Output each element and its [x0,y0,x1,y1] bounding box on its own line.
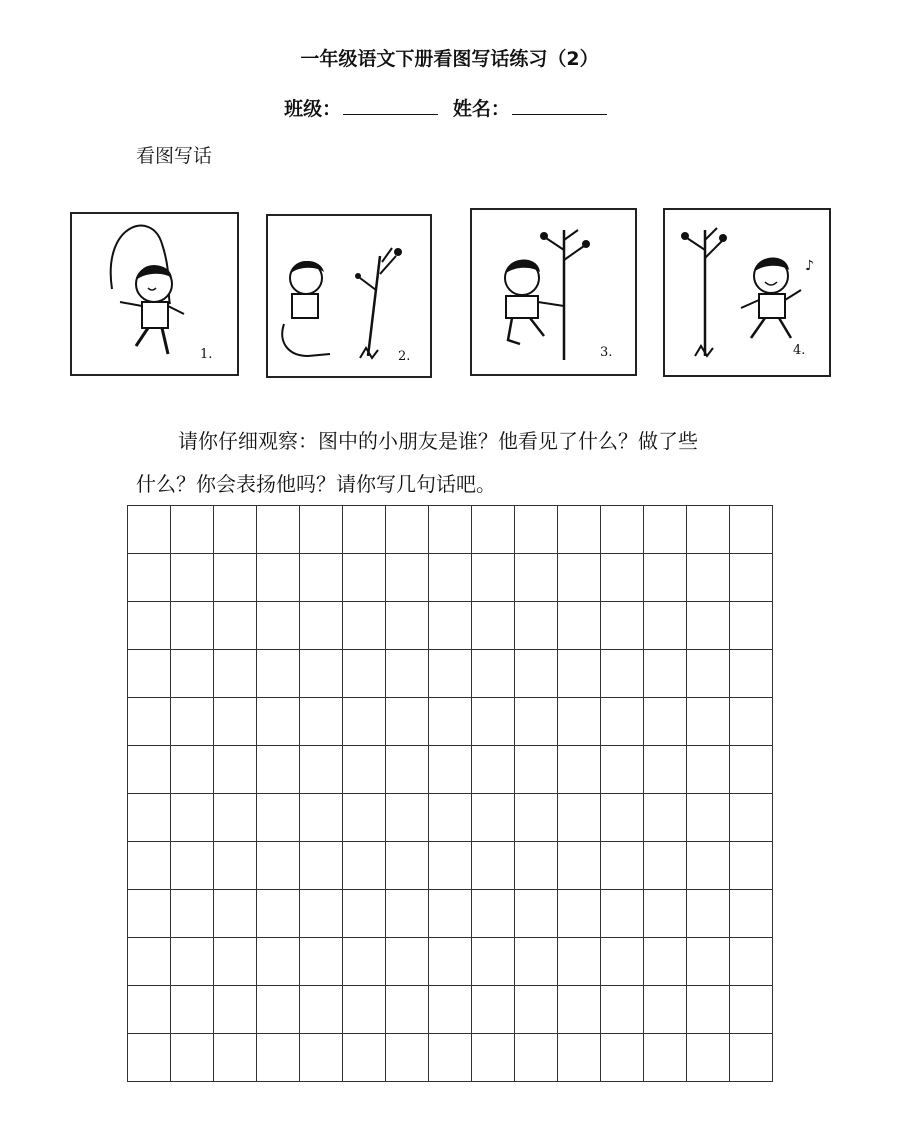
grid-cell[interactable] [429,1034,472,1082]
grid-cell[interactable] [343,890,386,938]
grid-cell[interactable] [472,554,515,602]
grid-cell[interactable] [386,794,429,842]
grid-cell[interactable] [343,938,386,986]
grid-cell[interactable] [687,554,730,602]
grid-cell[interactable] [257,794,300,842]
grid-cell[interactable] [558,1034,601,1082]
grid-cell[interactable] [128,554,171,602]
grid-cell[interactable] [300,602,343,650]
grid-cell[interactable] [644,746,687,794]
picture-panel-4 [663,208,831,377]
grid-cell[interactable] [687,986,730,1034]
grid-cell[interactable] [687,938,730,986]
grid-cell[interactable] [730,938,773,986]
grid-cell[interactable] [214,602,257,650]
grid-cell[interactable] [257,698,300,746]
grid-cell[interactable] [429,938,472,986]
grid-cell[interactable] [300,506,343,554]
name-blank[interactable] [512,98,607,115]
grid-cell[interactable] [128,602,171,650]
grid-row [128,1034,773,1082]
grid-cell[interactable] [128,986,171,1034]
grid-cell[interactable] [214,890,257,938]
grid-cell[interactable] [257,650,300,698]
grid-cell[interactable] [472,938,515,986]
panel-number: 2. [398,349,411,364]
grid-cell[interactable] [730,794,773,842]
grid-cell[interactable] [472,602,515,650]
grid-cell[interactable] [171,890,214,938]
grid-cell[interactable] [558,794,601,842]
grid-row [128,602,773,650]
grid-cell[interactable] [429,554,472,602]
grid-cell[interactable] [128,698,171,746]
grid-cell[interactable] [171,938,214,986]
picture-panel-1 [70,212,239,376]
grid-cell[interactable] [300,650,343,698]
worksheet-title: 一年级语文下册看图写话练习（2） [300,48,599,70]
grid-row [128,746,773,794]
grid-cell[interactable] [429,602,472,650]
grid-cell[interactable] [515,554,558,602]
grid-cell[interactable] [730,986,773,1034]
grid-cell[interactable] [730,842,773,890]
grid-cell[interactable] [171,986,214,1034]
class-label: 班级： [284,98,342,120]
grid-cell[interactable] [429,794,472,842]
grid-cell[interactable] [601,554,644,602]
grid-cell[interactable] [558,650,601,698]
picture-panel-2 [266,214,432,378]
grid-cell[interactable] [644,698,687,746]
grid-cell[interactable] [343,1034,386,1082]
grid-cell[interactable] [472,986,515,1034]
grid-cell[interactable] [558,506,601,554]
grid-cell[interactable] [128,794,171,842]
grid-cell[interactable] [472,890,515,938]
grid-cell[interactable] [171,602,214,650]
grid-cell[interactable] [300,842,343,890]
grid-cell[interactable] [300,698,343,746]
grid-cell[interactable] [343,602,386,650]
grid-cell[interactable] [429,746,472,794]
jump-rope-illustration [72,214,237,374]
grid-cell[interactable] [214,938,257,986]
grid-cell[interactable] [386,746,429,794]
grid-cell[interactable] [171,794,214,842]
grid-cell[interactable] [730,506,773,554]
grid-cell[interactable] [644,506,687,554]
grid-cell[interactable] [601,938,644,986]
grid-cell[interactable] [472,650,515,698]
grid-cell[interactable] [687,746,730,794]
grid-cell[interactable] [558,602,601,650]
grid-cell[interactable] [128,938,171,986]
grid-cell[interactable] [300,890,343,938]
grid-cell[interactable] [386,506,429,554]
grid-cell[interactable] [687,698,730,746]
grid-row [128,938,773,986]
grid-cell[interactable] [214,1034,257,1082]
grid-cell[interactable] [257,506,300,554]
grid-cell[interactable] [687,794,730,842]
grid-cell[interactable] [515,650,558,698]
grid-cell[interactable] [601,650,644,698]
grid-row [128,698,773,746]
grid-cell[interactable] [515,938,558,986]
grid-cell[interactable] [128,746,171,794]
grid-cell[interactable] [128,890,171,938]
grid-cell[interactable] [386,554,429,602]
grid-cell[interactable] [300,1034,343,1082]
grid-cell[interactable] [386,938,429,986]
grid-cell[interactable] [300,554,343,602]
grid-cell[interactable] [429,842,472,890]
grid-cell[interactable] [171,1034,214,1082]
grid-cell[interactable] [128,842,171,890]
grid-cell[interactable] [601,842,644,890]
grid-cell[interactable] [300,794,343,842]
broken-sapling-illustration [268,216,430,376]
grid-cell[interactable] [257,938,300,986]
grid-cell[interactable] [214,842,257,890]
grid-cell[interactable] [601,746,644,794]
grid-cell[interactable] [171,842,214,890]
panel-number: 3. [600,345,613,360]
grid-cell[interactable] [601,698,644,746]
grid-cell[interactable] [472,506,515,554]
grid-cell[interactable] [257,842,300,890]
grid-row [128,842,773,890]
grid-cell[interactable] [257,746,300,794]
grid-cell[interactable] [128,1034,171,1082]
grid-cell[interactable] [644,890,687,938]
grid-cell[interactable] [343,986,386,1034]
grid-cell[interactable] [687,1034,730,1082]
grid-cell[interactable] [515,698,558,746]
grid-cell[interactable] [644,1034,687,1082]
grid-cell[interactable] [343,842,386,890]
grid-cell[interactable] [128,650,171,698]
grid-cell[interactable] [515,746,558,794]
grid-cell[interactable] [558,890,601,938]
grid-row [128,986,773,1034]
grid-cell[interactable] [687,650,730,698]
grid-cell[interactable] [300,746,343,794]
grid-cell[interactable] [730,698,773,746]
grid-cell[interactable] [343,506,386,554]
grid-cell[interactable] [386,650,429,698]
student-info [0,94,899,121]
name-label: 姓名： [452,98,510,120]
grid-cell[interactable] [171,506,214,554]
class-blank[interactable] [343,98,438,115]
grid-cell[interactable] [472,794,515,842]
leave-happily-illustration [665,210,829,375]
grid-cell[interactable] [730,602,773,650]
grid-cell[interactable] [644,554,687,602]
grid-cell[interactable] [558,554,601,602]
grid-cell[interactable] [128,506,171,554]
grid-cell[interactable] [343,794,386,842]
panel-number: 4. [793,343,806,358]
grid-cell[interactable] [429,506,472,554]
grid-cell[interactable] [558,842,601,890]
grid-cell[interactable] [214,746,257,794]
grid-cell[interactable] [515,842,558,890]
grid-cell[interactable] [644,794,687,842]
picture-panel-3 [470,208,637,376]
grid-cell[interactable] [386,1034,429,1082]
grid-cell[interactable] [730,890,773,938]
grid-cell[interactable] [472,746,515,794]
grid-cell[interactable] [214,554,257,602]
grid-cell[interactable] [171,746,214,794]
grid-cell[interactable] [386,890,429,938]
grid-cell[interactable] [472,842,515,890]
grid-cell[interactable] [644,986,687,1034]
grid-cell[interactable] [300,938,343,986]
grid-cell[interactable] [558,938,601,986]
grid-cell[interactable] [214,650,257,698]
grid-cell[interactable] [687,506,730,554]
grid-cell[interactable] [257,986,300,1034]
grid-cell[interactable] [214,794,257,842]
grid-cell[interactable] [386,842,429,890]
grid-cell[interactable] [515,602,558,650]
grid-cell[interactable] [515,986,558,1034]
grid-cell[interactable] [730,554,773,602]
grid-cell[interactable] [601,890,644,938]
grid-cell[interactable] [601,794,644,842]
grid-row [128,794,773,842]
grid-cell[interactable] [515,794,558,842]
grid-cell[interactable] [687,890,730,938]
grid-cell[interactable] [386,698,429,746]
grid-cell[interactable] [601,506,644,554]
grid-cell[interactable] [730,1034,773,1082]
panel-number: 1. [200,347,213,362]
grid-cell[interactable] [429,698,472,746]
grid-cell[interactable] [257,890,300,938]
grid-cell[interactable] [644,650,687,698]
grid-cell[interactable] [558,698,601,746]
grid-cell[interactable] [472,698,515,746]
grid-cell[interactable] [257,554,300,602]
grid-cell[interactable] [343,554,386,602]
grid-cell[interactable] [730,746,773,794]
grid-cell[interactable] [558,746,601,794]
grid-cell[interactable] [386,986,429,1034]
grid-cell[interactable] [687,602,730,650]
grid-cell[interactable] [429,890,472,938]
grid-cell[interactable] [644,602,687,650]
grid-cell[interactable] [214,506,257,554]
grid-cell[interactable] [343,650,386,698]
grid-cell[interactable] [171,650,214,698]
grid-cell[interactable] [386,602,429,650]
grid-cell[interactable] [257,602,300,650]
tie-sapling-illustration [472,210,635,374]
grid-cell[interactable] [601,602,644,650]
grid-row [128,554,773,602]
grid-cell[interactable] [687,842,730,890]
grid-cell[interactable] [300,986,343,1034]
music-note-icon: ♪ [805,258,814,274]
grid-cell[interactable] [601,986,644,1034]
grid-cell[interactable] [171,698,214,746]
grid-cell[interactable] [429,986,472,1034]
grid-cell[interactable] [257,1034,300,1082]
grid-cell[interactable] [515,1034,558,1082]
writing-prompt [136,420,776,506]
grid-cell[interactable] [515,890,558,938]
grid-cell[interactable] [214,698,257,746]
grid-cell[interactable] [644,938,687,986]
grid-cell[interactable] [644,842,687,890]
writing-grid[interactable] [127,505,773,1082]
grid-cell[interactable] [472,1034,515,1082]
prompt-line-2: 什么？你会表扬他吗？请你写几句话吧。 [136,472,496,496]
grid-cell[interactable] [601,1034,644,1082]
grid-cell[interactable] [214,986,257,1034]
grid-row [128,506,773,554]
grid-cell[interactable] [343,698,386,746]
prompt-line-1: 请你仔细观察：图中的小朋友是谁？他看见了什么？做了些 [178,429,698,453]
grid-row [128,890,773,938]
grid-cell[interactable] [515,506,558,554]
grid-cell[interactable] [730,650,773,698]
grid-cell[interactable] [171,554,214,602]
grid-cell[interactable] [343,746,386,794]
section-heading: 看图写话 [136,145,213,167]
grid-row [128,650,773,698]
grid-cell[interactable] [558,986,601,1034]
grid-cell[interactable] [429,650,472,698]
